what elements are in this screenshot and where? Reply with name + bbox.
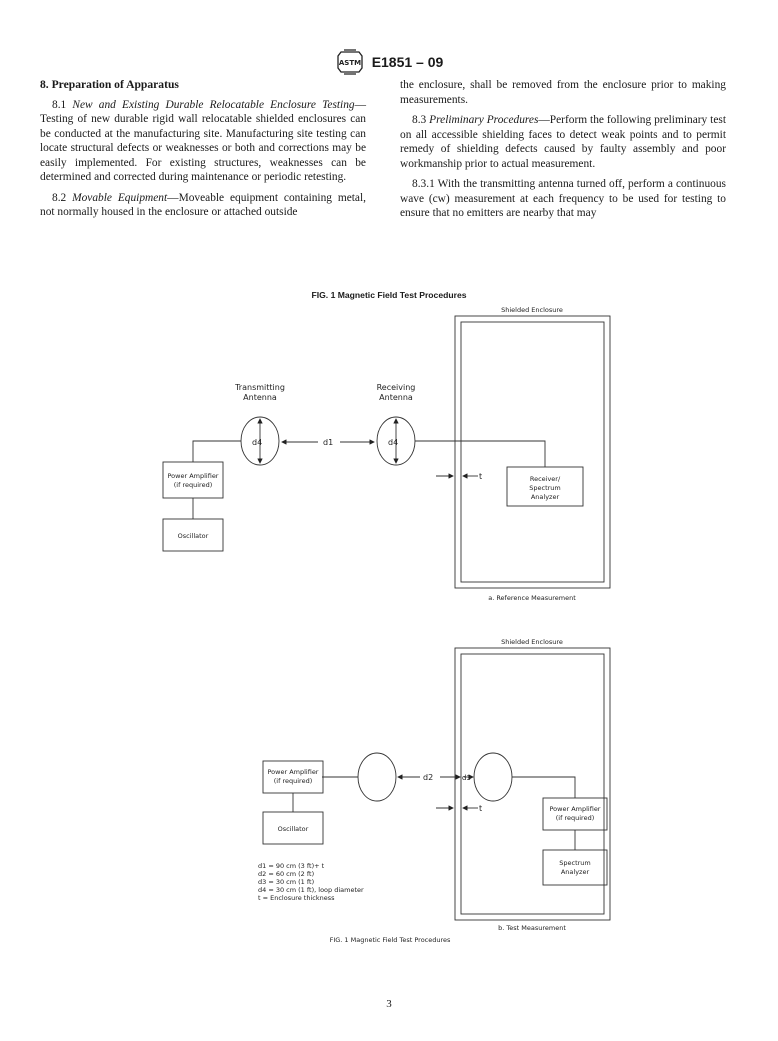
para-title: Movable Equipment bbox=[72, 191, 168, 204]
paragraph-8-1 bbox=[40, 98, 366, 185]
amp-inside-label-2: (if required) bbox=[555, 814, 595, 822]
amp-label-a2: (if required) bbox=[173, 481, 213, 489]
legend-line: t = Enclosure thickness bbox=[258, 894, 335, 902]
paragraph-8-2-cont: the enclosure, shall be removed from the enclosure prior to making measurements. bbox=[400, 79, 726, 106]
para-text: —Perform the following preliminary test on all accessible shielding faces to detect weak points and to permit remedy of shielding defects caused by faulty assembly and poor workmanship prior to actual measurement. bbox=[400, 114, 726, 170]
t-label-a: t bbox=[479, 472, 483, 481]
rx-wire-b bbox=[512, 777, 575, 798]
subcaption-a: a. Reference Measurement bbox=[488, 594, 576, 602]
tx-label-line2: Antenna bbox=[243, 393, 277, 402]
oscillator-label-a: Oscillator bbox=[177, 532, 209, 540]
spectrum-label-1: Spectrum bbox=[559, 859, 591, 867]
standard-designation: E1851 – 09 bbox=[371, 54, 444, 70]
d1-label: d1 bbox=[323, 438, 334, 447]
rx-label-line2: Antenna bbox=[379, 393, 413, 402]
paragraph-8-2 bbox=[40, 191, 366, 220]
para-title: Preliminary Procedures bbox=[429, 114, 539, 126]
tx-label-line1: Transmitting bbox=[235, 383, 285, 392]
para-number: 8.2 bbox=[52, 191, 73, 204]
receiver-label-1: Receiver/ bbox=[529, 475, 561, 483]
receiver-label-2: Spectrum bbox=[529, 484, 561, 492]
transmitting-antenna-b bbox=[358, 753, 396, 801]
subcaption-b: b. Test Measurement bbox=[498, 924, 566, 932]
enclosure-inner-a bbox=[461, 322, 604, 582]
amp-inside-label-1: Power Amplifier bbox=[549, 805, 601, 813]
enclosure-label-a: Shielded Enclosure bbox=[501, 306, 563, 314]
legend-line: d3 = 30 cm (1 ft) bbox=[258, 878, 315, 886]
amp-label-b2: (if required) bbox=[273, 777, 313, 785]
para-title: New and Existing Durable Relocatable Enclosure Testing bbox=[72, 98, 355, 111]
spectrum-label-2: Analyzer bbox=[560, 868, 590, 876]
section-heading: 8. Preparation of Apparatus bbox=[40, 78, 179, 91]
figure-caption: FIG. 1 Magnetic Field Test Procedures bbox=[329, 936, 451, 944]
amp-label-a1: Power Amplifier bbox=[167, 472, 219, 480]
oscillator-label-b: Oscillator bbox=[277, 825, 309, 833]
rx-label-line1: Receiving bbox=[376, 383, 416, 392]
astm-logo bbox=[335, 48, 365, 76]
power-amplifier-box-a bbox=[163, 462, 223, 498]
amp-label-b1: Power Amplifier bbox=[267, 768, 319, 776]
legend-line: d4 = 30 cm (1 ft), loop diameter bbox=[258, 886, 364, 894]
right-column bbox=[400, 78, 726, 227]
d4-label-rx: d4 bbox=[388, 438, 399, 447]
d4-label-tx: d4 bbox=[252, 438, 263, 447]
rx-wire bbox=[415, 441, 545, 467]
receiver-label-3: Analyzer bbox=[530, 493, 560, 501]
d3-label: d3 bbox=[462, 774, 471, 782]
receiving-antenna-b bbox=[474, 753, 512, 801]
para-text: —Testing of new durable rigid wall relocatable shielded enclosures can be conducted at the manufacturing site. Manufacturing site testing can locate structural defects or weaknesses or both and corrections may be easily implemented. For existing structures, weaknesses can be determined and corrected during maintenance or periodic retesting. bbox=[40, 98, 366, 183]
d2-label: d2 bbox=[423, 773, 434, 782]
page-header bbox=[0, 48, 778, 76]
para-number: 8.1 bbox=[52, 98, 73, 111]
para-text: —Moveable equipment containing metal, not normally housed in the enclosure or attached outside bbox=[40, 191, 366, 218]
paragraph-8-3 bbox=[400, 113, 726, 171]
figure-title: FIG. 1 Magnetic Field Test Procedures bbox=[311, 290, 467, 300]
enclosure-outer-a bbox=[455, 316, 610, 588]
para-number: 8.3 bbox=[412, 114, 430, 126]
t-label-b: t bbox=[479, 804, 483, 813]
paragraph-8-3-1: 8.3.1 With the transmitting antenna turned off, perform a continuous wave (cw) measurement at each frequency to be used for testing to ensure that no emitters are nearby that may bbox=[400, 178, 726, 219]
legend-line: d1 = 90 cm (3 ft)+ t bbox=[258, 862, 325, 870]
tx-wire bbox=[193, 441, 241, 462]
enclosure-label-b: Shielded Enclosure bbox=[501, 638, 563, 646]
logo-lettering: ASTM bbox=[338, 59, 361, 67]
magnetic-field-diagram bbox=[140, 300, 640, 950]
page-number: 3 bbox=[386, 998, 392, 1010]
left-column bbox=[40, 78, 366, 226]
legend-line: d2 = 60 cm (2 ft) bbox=[258, 870, 315, 878]
enclosure-outer-b bbox=[455, 648, 610, 920]
